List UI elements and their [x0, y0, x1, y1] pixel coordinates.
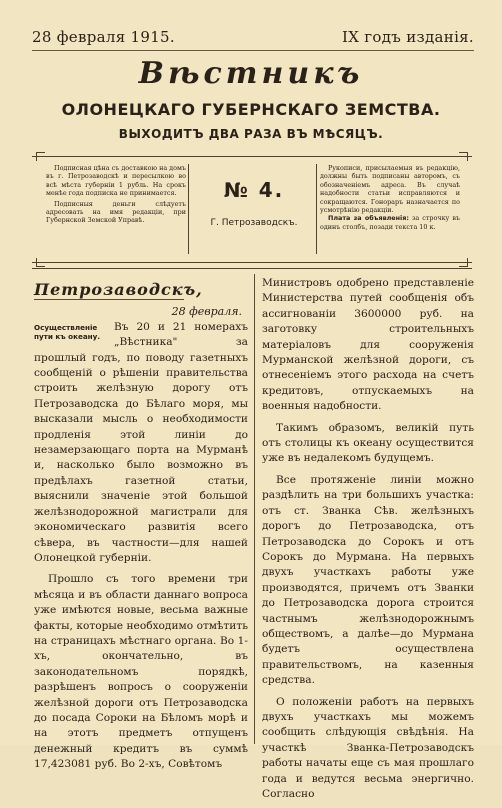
publication-city: Г. Петрозаводскъ.	[210, 218, 298, 228]
article-column-left	[34, 276, 248, 779]
article-side-note: Осуществленіе пути къ океану.	[34, 322, 101, 341]
info-box-bottom-rule	[32, 262, 472, 263]
ornament-corner	[36, 152, 45, 161]
article-column-right	[262, 276, 474, 808]
article-date: 28 февраля.	[171, 305, 242, 319]
info-divider	[316, 164, 317, 254]
masthead-dateline	[32, 28, 474, 50]
ornament-corner	[36, 258, 45, 267]
article-paragraph: Въ 20 и 21 номерахъ „Вѣстника" за прошлый годъ, по поводу газетныхъ сообщеній о рѣшеніи правительства строить желѣзную дорогу отъ Петрозаводска до Бѣлаго моря, мы высказали мысль о необходимости продленія этой линіи до незамерзающаго порта на Мурманѣ и, насколько было возможно въ предѣлахъ газетной статьи, выяснили значеніе этой большой желѣзнодорожной магистрали для экономическаго развитія всего сѣвера, въ частности—для нашей Олонецкой губерніи.	[34, 320, 248, 564]
ornament-corner	[459, 152, 468, 161]
publication-frequency: ВЫХОДИТЪ ДВА РАЗА ВЪ МѢСЯЦЪ.	[118, 127, 384, 141]
header-bottom-rule	[32, 268, 472, 269]
masthead-rule	[32, 50, 474, 51]
column-divider	[254, 274, 255, 744]
issue-date: 28 февраля 1915.	[32, 28, 175, 46]
article-title: Петрозаводскъ,	[34, 280, 203, 299]
newspaper-title: Вѣстникъ	[138, 56, 364, 91]
subscription-info-box	[32, 150, 472, 268]
info-box-top-rule	[32, 156, 472, 157]
subscription-terms	[46, 164, 186, 227]
article-paragraph: Министровъ одобрено представленіе Министерства путей сообщенія объ ассигнованіи 3600000 руб. на заготовку строительныхъ матеріаловъ для сооруженія Мурманской желѣзной дороги, съ отнесеніемъ этого расхода на счетъ кредитовъ, отпускаемыхъ на военныя надобности.	[262, 277, 474, 413]
manuscript-rules-text: Рукописи, присылаемыя въ редакцію, должны быть подписаны авторомъ, съ обозначеніемъ адреса. Въ случаѣ надобности статьи исправляются и сокращаются. Гонораръ назначается по усмотрѣнію редакціи.	[320, 164, 460, 215]
newspaper-subtitle: ОЛОНЕЦКАГО ГУБЕРНСКАГО ЗЕМСТВА.	[61, 100, 441, 119]
advertising-rates	[320, 214, 460, 231]
article-paragraph: О положеніи работъ на первыхъ двухъ участкахъ мы можемъ сообщить слѣдующія свѣдѣнія. На участкѣ Званка-Петрозаводскъ работы начаты еще съ мая прошлаго года и ведутся весьма энергично. Согласно	[262, 695, 474, 800]
advertising-label: Плата за объявленія:	[328, 214, 409, 223]
article-paragraph: Такимъ образомъ, великій путь отъ столицы къ океану осуществится уже въ недалекомъ будущемъ.	[262, 421, 474, 465]
article-title-rule	[34, 299, 184, 300]
issue-number: № 4.	[223, 178, 285, 202]
article-paragraph: Все протяженіе линіи можно раздѣлить на три большихъ участка: отъ ст. Званка Сѣв. желѣзныхъ дорогъ до Петрозаводска, отъ Петрозаводска до Сорокъ и отъ Сорокъ до Мурмана. На первыхъ двухъ участкахъ работы уже производятся, причемъ отъ Званки до Петрозаводска дорога строится частнымъ желѣзнодорожнымъ обществомъ, а далѣе—до Мурмана будетъ осуществлена правительствомъ, на казенныя средства.	[262, 473, 474, 687]
ornament-corner	[459, 258, 468, 267]
issue-number-block	[192, 174, 316, 228]
subscription-address-text: Подписныя деньги слѣдуетъ адресовать на имя редакціи, при Губернской Земской Управѣ.	[46, 199, 186, 225]
article-paragraph: Прошло съ того времени три мѣсяца и въ области даннаго вопроса уже имѣются новые, весьма важные факты, которые необходимо отмѣтить на страницахъ мѣстнаго органа. Во 1-хъ, окончательно, въ законодательномъ порядкѣ, разрѣшенъ вопросъ о сооруженіи желѣзной дороги отъ Петрозаводска до посада Сороки на Бѣломъ морѣ и на этотъ предметъ отпущенъ денежный кредитъ въ суммѣ 17,423081 руб. Во 2-хъ, Совѣтомъ	[34, 573, 248, 771]
subscription-price-text: Подписная цѣна съ доставкою на домъ въ г. Петрозаводскѣ и пересылкою во всѣ мѣста губерніи 1 рубль. На срокъ менѣе года подписка не принимается.	[46, 164, 186, 198]
submission-terms	[320, 164, 460, 231]
publication-year: IX годъ изданія.	[342, 28, 474, 46]
advertising-rate-text: за строчку въ одинъ столбъ, позади текста 10 к.	[320, 214, 460, 231]
info-divider	[188, 164, 189, 254]
